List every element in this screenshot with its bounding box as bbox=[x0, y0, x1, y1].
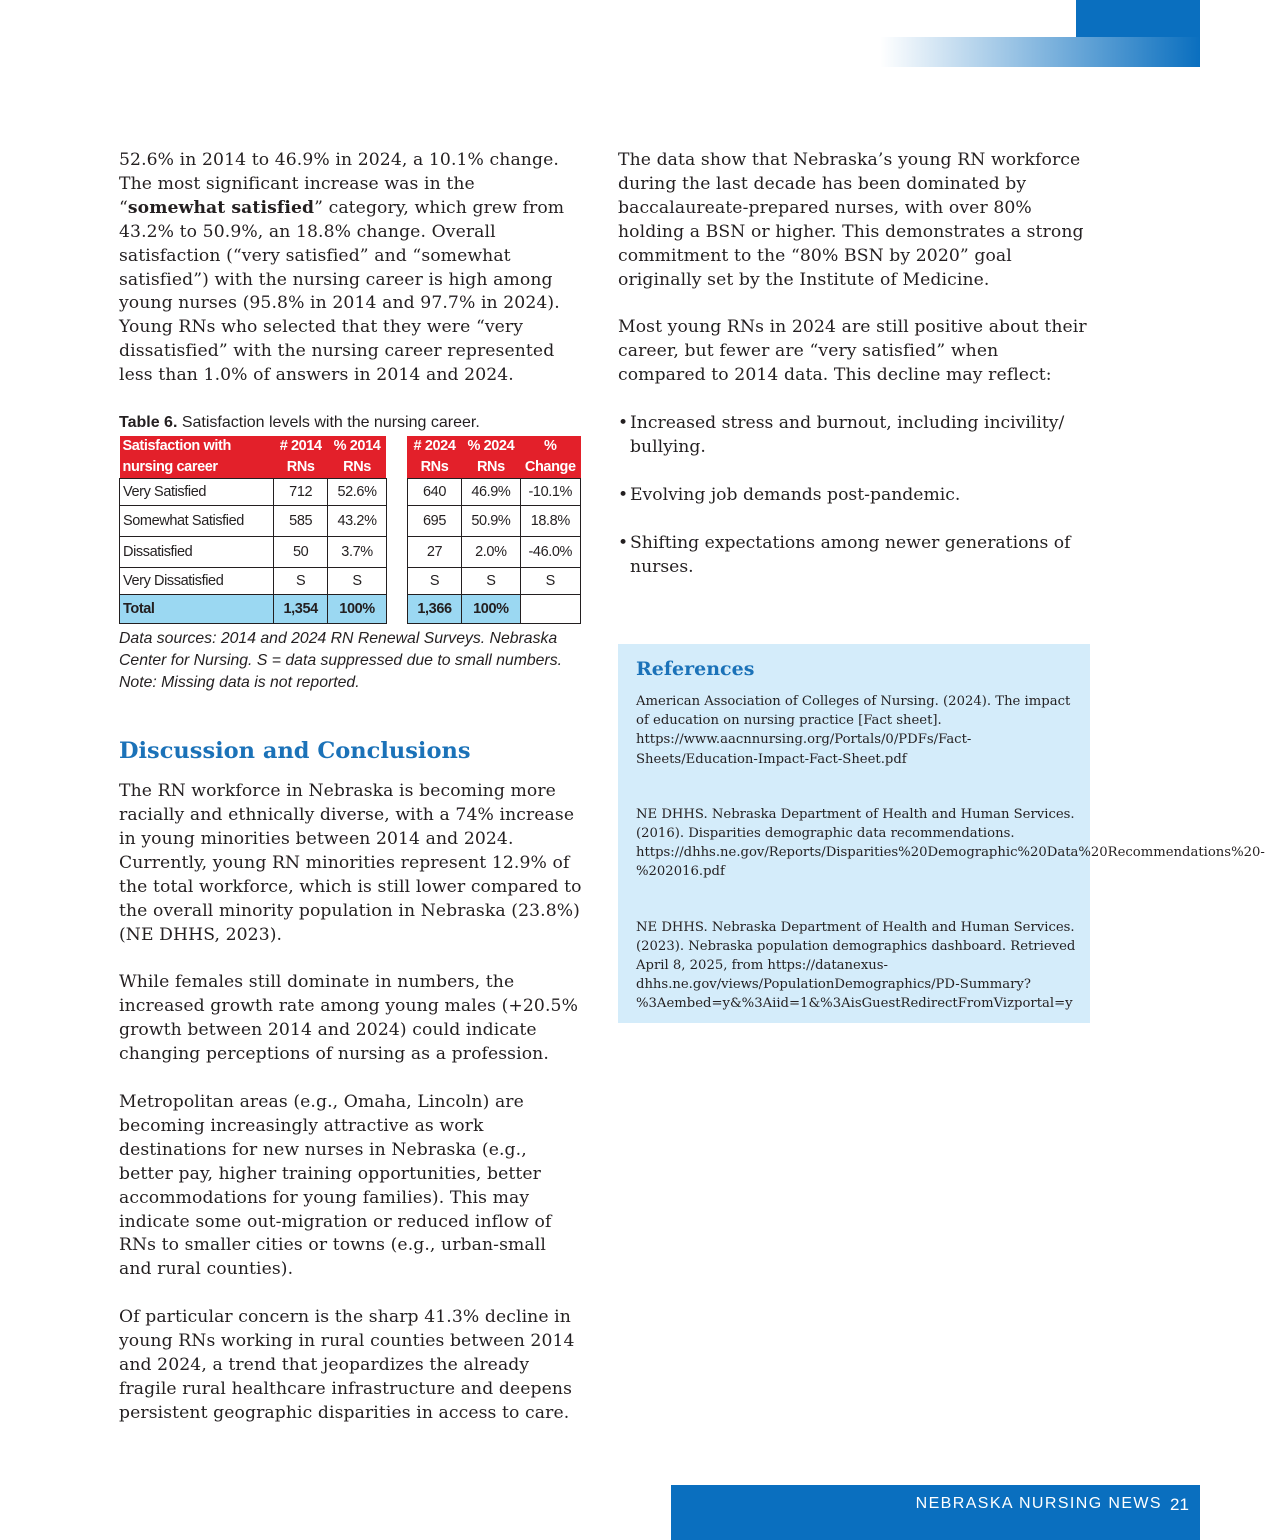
reference-item: NE DHHS. Nebraska Department of Health and Human Services. (2016). Disparities demographic data recommendations. https://dhhs.ne.gov/Reports/Disparities%20Demographic%20Data%20Recommendations%20-%202016.pdf bbox=[636, 806, 1265, 880]
references-box bbox=[618, 644, 1265, 1023]
list-item-text: Shifting expectations among newer generations of nurses. bbox=[630, 532, 1071, 577]
col-header-count-2014: # 2014 RNs bbox=[274, 436, 328, 479]
intro-paragraph bbox=[119, 173, 584, 388]
col-gap bbox=[386, 436, 407, 479]
cell-pct-2024: 2.0% bbox=[462, 537, 520, 568]
cell-total-count-2014: 1,354 bbox=[274, 595, 328, 624]
publication-name: NEBRASKA NURSING NEWS bbox=[915, 1495, 1162, 1512]
right-paragraph: Most young RNs in 2024 are still positive about their career, but fewer are “very satisfied” when compared to 2014 data. This decline may reflect: bbox=[618, 317, 1087, 386]
cell-gap bbox=[386, 506, 407, 537]
bullet-icon: • bbox=[618, 413, 629, 434]
discussion-paragraph: Metropolitan areas (e.g., Omaha, Lincoln) are becoming increasingly attractive as work destinations for new nurses in Nebraska (e.g., better pay, higher training opportunities, better accommodations for young families). This may indicate some out-migration or reduced inflow of RNs to smaller cities or towns (e.g., urban-small and rural counties). bbox=[119, 1092, 552, 1280]
cell-pct-2024: S bbox=[462, 568, 520, 595]
discussion-paragraph: Of particular concern is the sharp 41.3% decline in young RNs working in rural counties between 2014 and 2024, a trend that jeopardizes the already fragile rural healthcare infrastructure and deepens persistent geographic disparities in access to care. bbox=[119, 1307, 575, 1423]
cell-pct-2014: 43.2% bbox=[328, 506, 386, 537]
page-number: 21 bbox=[1170, 1495, 1189, 1514]
table-total-row bbox=[120, 595, 581, 624]
decline-reasons-list bbox=[618, 412, 1090, 580]
cell-change: -10.1% bbox=[520, 479, 580, 506]
cell-change: -46.0% bbox=[520, 537, 580, 568]
corner-decoration bbox=[1076, 0, 1200, 37]
cell-total-count-2024: 1,366 bbox=[407, 595, 461, 624]
cell-pct-2024: 46.9% bbox=[462, 479, 520, 506]
cell-category: Somewhat Satisfied bbox=[120, 506, 274, 537]
intro-text-bold: somewhat satisfied bbox=[127, 197, 315, 218]
table-caption bbox=[119, 414, 584, 432]
intro-line: 52.6% in 2014 to 46.9% in 2024, a 10.1% change. bbox=[119, 150, 559, 170]
left-column bbox=[119, 149, 584, 1426]
section-heading: Discussion and Conclusions bbox=[119, 738, 471, 765]
footer-bar bbox=[671, 1485, 1200, 1540]
table-row bbox=[120, 506, 581, 537]
table-row bbox=[120, 568, 581, 595]
table-row bbox=[120, 537, 581, 568]
cell-category: Dissatisfied bbox=[120, 537, 274, 568]
table-sources-note: Data sources: 2014 and 2024 RN Renewal Surveys. Nebraska Center for Nursing. S = data suppressed due to small numbers. Note: Missing data is not reported. bbox=[119, 630, 562, 692]
cell-change: S bbox=[520, 568, 580, 595]
cell-category: Very Dissatisfied bbox=[120, 568, 274, 595]
cell-count-2024: 640 bbox=[407, 479, 461, 506]
cell-count-2024: 695 bbox=[407, 506, 461, 537]
intro-text-b: ” category, which grew from 43.2% to 50.9%, an 18.8% change. Overall satisfaction (“very satisfied” and “somewhat satisfied”) with the nursing career is high among young nurses (95.8% in 2014 and 97.7% in 2024). Young RNs who selected that they were “very dissatisfied” with the nursing career represented less than 1.0% of answers in 2014 and 2024. bbox=[119, 197, 565, 386]
corner-gradient-decoration bbox=[880, 37, 1200, 67]
cell-gap bbox=[386, 568, 407, 595]
cell-pct-2014: S bbox=[328, 568, 386, 595]
table-caption-text: Satisfaction levels with the nursing career. bbox=[177, 414, 480, 432]
cell-total-pct-2024: 100% bbox=[462, 595, 520, 624]
list-item-text: Increased stress and burnout, including incivility/ bullying. bbox=[630, 413, 1065, 458]
table-header-row bbox=[120, 436, 581, 479]
bullet-icon: • bbox=[618, 532, 629, 553]
list-item bbox=[618, 532, 1090, 580]
cell-change: 18.8% bbox=[520, 506, 580, 537]
col-header-pct-2024: % 2024 RNs bbox=[462, 436, 520, 479]
cell-count-2024: S bbox=[407, 568, 461, 595]
table-row bbox=[120, 479, 581, 506]
cell-gap bbox=[386, 479, 407, 506]
right-column bbox=[618, 149, 1090, 604]
cell-count-2014: S bbox=[274, 568, 328, 595]
reference-item: American Association of Colleges of Nursing. (2024). The impact of education on nursing practice [Fact sheet]. https://www.aacnnursing.org/Portals/0/PDFs/Fact-Sheets/Education-Impact-Fact-Sheet.pdf bbox=[636, 694, 1071, 767]
cell-count-2014: 712 bbox=[274, 479, 328, 506]
col-header-pct-2014: % 2014 RNs bbox=[328, 436, 386, 479]
list-item-text: Evolving job demands post-pandemic. bbox=[630, 484, 961, 505]
cell-count-2024: 27 bbox=[407, 537, 461, 568]
intro-text-a: The most significant increase was in the “ bbox=[119, 173, 475, 218]
col-header-count-2024: # 2024 RNs bbox=[407, 436, 461, 479]
list-item bbox=[618, 412, 1090, 460]
satisfaction-table bbox=[119, 436, 581, 624]
table-caption-label: Table 6. bbox=[119, 414, 178, 432]
cell-gap bbox=[386, 595, 407, 624]
cell-total-pct-2014: 100% bbox=[328, 595, 386, 624]
reference-item: NE DHHS. Nebraska Department of Health and Human Services. (2023). Nebraska population demographics dashboard. Retrieved April 8, 2025, from https://datanexus-dhhs.ne.gov/views/PopulationDemographics/PD-Summary?%3Aembed=y&%3Aiid=1&%3AisGuestRedirectFromVizportal=y bbox=[636, 919, 1076, 1012]
list-item bbox=[618, 484, 1090, 508]
cell-category: Very Satisfied bbox=[120, 479, 274, 506]
cell-pct-2014: 3.7% bbox=[328, 537, 386, 568]
right-paragraph: The data show that Nebraska’s young RN workforce during the last decade has been dominated by baccalaureate-prepared nurses, with over 80% holding a BSN or higher. This demonstrates a strong commitment to the “80% BSN by 2020” goal originally set by the Institute of Medicine. bbox=[618, 150, 1084, 290]
col-header-change: % Change bbox=[520, 436, 580, 479]
cell-total-label: Total bbox=[120, 595, 274, 624]
bullet-icon: • bbox=[618, 484, 629, 505]
discussion-paragraph: The RN workforce in Nebraska is becoming more racially and ethnically diverse, with a 74% increase in young minorities between 2014 and 2024. Currently, young RN minorities represent 12.9% of the total workforce, which is still lower compared to the overall minority population in Nebraska (23.8%) (NE DHHS, 2023). bbox=[119, 781, 582, 945]
discussion-paragraph: While females still dominate in numbers, the increased growth rate among young males (+20.5% growth between 2014 and 2024) could indicate changing perceptions of nursing as a profession. bbox=[119, 972, 579, 1065]
cell-pct-2014: 52.6% bbox=[328, 479, 386, 506]
references-title: References bbox=[636, 658, 755, 680]
cell-count-2014: 50 bbox=[274, 537, 328, 568]
cell-count-2014: 585 bbox=[274, 506, 328, 537]
cell-total-change bbox=[520, 595, 580, 624]
col-header-category: Satisfaction with nursing career bbox=[120, 436, 274, 479]
cell-gap bbox=[386, 537, 407, 568]
cell-pct-2024: 50.9% bbox=[462, 506, 520, 537]
